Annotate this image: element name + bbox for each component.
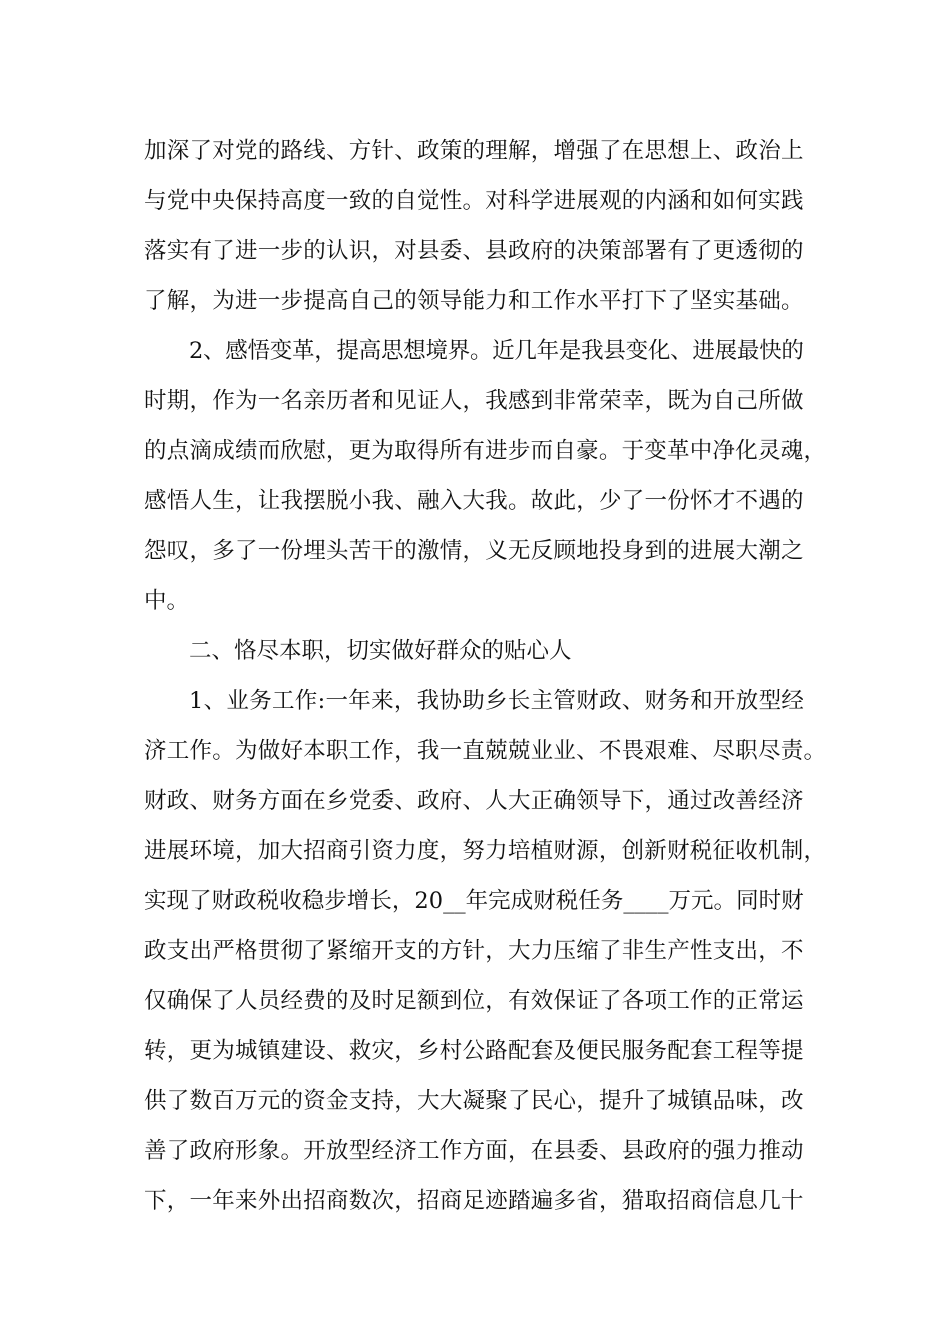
text-line: 政支出严格贯彻了紧缩开支的方针，大力压缩了非生产性支出，不 — [144, 938, 804, 964]
text-line: 2、感悟变革，提高思想境界。近几年是我县变化、进展最快的 — [189, 338, 804, 364]
text-line: 供了数百万元的资金支持，大大凝聚了民心，提升了城镇品味，改 — [144, 1088, 804, 1114]
text-line: 了解，为进一步提高自己的领导能力和工作水平打下了坚实基础。 — [144, 288, 804, 314]
text-line: 财政、财务方面在乡党委、政府、人大正确领导下，通过改善经济 — [144, 788, 804, 814]
text-line: 时期，作为一名亲历者和见证人，我感到非常荣幸，既为自己所做 — [144, 388, 804, 414]
text-line: 中。 — [144, 588, 190, 614]
text-line: 下，一年来外出招商数次，招商足迹踏遍多省，猎取招商信息几十 — [144, 1188, 804, 1214]
text-line: 加深了对党的路线、方针、政策的理解，增强了在思想上、政治上 — [144, 138, 804, 164]
text-line: 与党中央保持高度一致的自觉性。对科学进展观的内涵和如何实践 — [144, 188, 804, 214]
text-line: 仅确保了人员经费的及时足额到位，有效保证了各项工作的正常运 — [144, 988, 804, 1014]
text-line: 善了政府形象。开放型经济工作方面，在县委、县政府的强力推动 — [144, 1138, 804, 1164]
section-heading: 二、恪尽本职，切实做好群众的贴心人 — [189, 638, 572, 664]
text-line: 感悟人生，让我摆脱小我、融入大我。故此，少了一份怀才不遇的 — [144, 488, 804, 514]
text-line: 1、业务工作:一年来，我协助乡长主管财政、财务和开放型经 — [189, 688, 805, 714]
text-line: 济工作。为做好本职工作，我一直兢兢业业、不畏艰难、尽职尽责。 — [144, 738, 827, 764]
text-line: 的点滴成绩而欣慰，更为取得所有进步而自豪。于变革中净化灵魂， — [144, 438, 827, 464]
text-line: 落实有了进一步的认识，对县委、县政府的决策部署有了更透彻的 — [144, 238, 804, 264]
text-line: 怨叹，多了一份埋头苦干的激情，义无反顾地投身到的进展大潮之 — [144, 538, 804, 564]
text-line: 转，更为城镇建设、救灾，乡村公路配套及便民服务配套工程等提 — [144, 1038, 804, 1064]
text-line: 实现了财政税收稳步增长，20__年完成财税任务____万元。同时财 — [144, 888, 804, 914]
text-line: 进展环境，加大招商引资力度，努力培植财源，创新财税征收机制， — [144, 838, 827, 864]
